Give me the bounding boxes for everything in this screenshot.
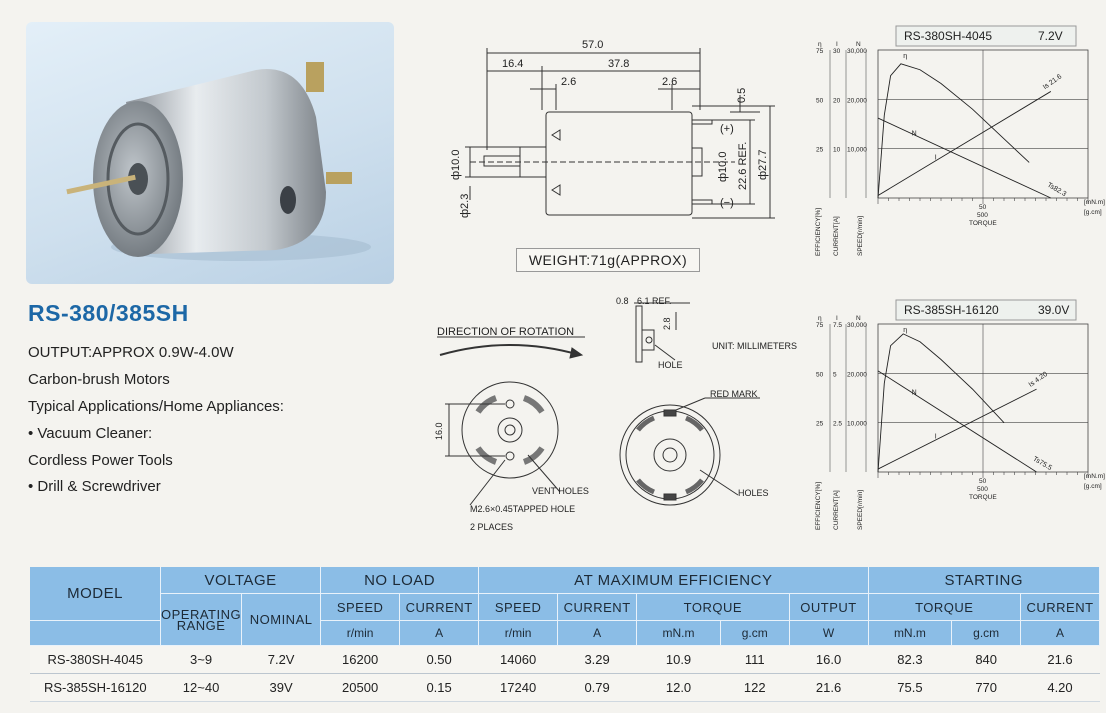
cell-start-torque-gcm: 840	[952, 646, 1021, 674]
cell-start-current: 4.20	[1021, 674, 1100, 702]
cell-nominal: 7.2V	[242, 646, 321, 674]
chart-tick-cur: 20	[833, 97, 841, 105]
th-nominal: NOMINAL	[242, 594, 321, 646]
spec-type: Carbon-brush Motors	[28, 371, 170, 388]
chart-xunit-gcm: [g.cm]	[1084, 483, 1102, 490]
th-model-unit-spacer	[30, 621, 161, 646]
cell-current-maxeff: 3.29	[558, 646, 637, 674]
chart-tick-speed: 20,000	[847, 97, 867, 105]
cell-speed-maxeff: 14060	[479, 646, 558, 674]
chart-ylabel: CURRENT[A]	[833, 216, 840, 256]
chart-tick-cur: 10	[833, 146, 841, 154]
dim-phi27-7: ф27.7	[757, 149, 769, 180]
chart-xunit-mnm: [mN.m]	[1084, 473, 1105, 480]
chart-xtick-mnm: 50	[979, 478, 987, 485]
cell-speed-noload: 20500	[321, 674, 400, 702]
th-unit-a-1: A	[400, 621, 479, 646]
cell-torque-gcm: 122	[720, 674, 789, 702]
chart-voltage: 39.0V	[1038, 303, 1070, 317]
chart-ylabel: CURRENT[A]	[833, 490, 840, 530]
cell-operating-range: 3~9	[161, 646, 242, 674]
unit-label: UNIT: MILLIMETERS	[712, 341, 798, 351]
chart-xlabel: TORQUE	[969, 494, 997, 501]
chart-head-cur: I	[836, 315, 838, 322]
chart-tick-eff: 50	[816, 97, 824, 105]
chart-tick-speed: 30,000	[847, 48, 867, 55]
weight-label: WEIGHT:71g(APPROX)	[516, 248, 700, 272]
spec-drill: • Drill & Screwdriver	[28, 478, 161, 495]
th-unit-a-2: A	[558, 621, 637, 646]
dim-22-6: 22.6 REF.	[737, 141, 749, 190]
cell-current-noload: 0.15	[400, 674, 479, 702]
dim-0-5: 0.5	[736, 87, 748, 103]
chart-xtick-mnm: 50	[979, 204, 987, 211]
th-torque-maxeff: TORQUE	[637, 594, 789, 621]
chart-label-speed: N	[911, 389, 917, 397]
chart-tick-speed: 20,000	[847, 371, 867, 379]
dim-2-6-a: 2.6	[561, 76, 577, 88]
tapped-hole-label: M2.6×0.45TAPPED HOLE	[470, 504, 576, 514]
spec-table	[30, 567, 1100, 702]
cell-operating-range: 12~40	[161, 674, 242, 702]
th-unit-rmin-1: r/min	[321, 621, 400, 646]
dim-phi10-left: ф10.0	[450, 149, 462, 180]
th-torque-starting: TORQUE	[868, 594, 1020, 621]
places-label: 2 PLACES	[470, 522, 514, 532]
th-unit-w: W	[789, 621, 868, 646]
cell-speed-maxeff: 17240	[479, 674, 558, 702]
chart-head-cur: I	[836, 41, 838, 48]
chart-head-speed: N	[856, 41, 861, 48]
chart-label-ts: Ts82.3	[1045, 181, 1068, 199]
red-mark-label: RED MARK	[710, 389, 758, 399]
chart-label-is: Is 4.20	[1027, 370, 1049, 389]
direction-label: DIRECTION OF ROTATION	[437, 326, 575, 338]
holes-label: HOLES	[738, 488, 769, 498]
cell-output: 16.0	[789, 646, 868, 674]
chart-label-is: Is 21.6	[1041, 73, 1064, 92]
spec-vacuum: • Vacuum Cleaner:	[28, 425, 153, 442]
chart-ylabel: EFFICIENCY[%]	[815, 207, 822, 256]
dim-16-4: 16.4	[502, 58, 524, 70]
dim-16: 16.0	[434, 422, 444, 440]
cell-nominal: 39V	[242, 674, 321, 702]
chart-label-current: I	[934, 433, 937, 441]
chart-title: RS-380SH-4045	[904, 29, 993, 43]
th-unit-gcm-1: g.cm	[720, 621, 789, 646]
table-row	[30, 674, 1100, 702]
chart-tick-eff: 25	[816, 420, 824, 428]
chart-tick-eff: 75	[816, 48, 824, 55]
chart-head-eff: η	[818, 41, 822, 48]
chart-label-eff: η	[903, 326, 908, 334]
chart-tick-cur: 2.5	[833, 420, 843, 428]
chart-tick-eff: 25	[816, 146, 824, 154]
th-model: MODEL	[30, 567, 161, 621]
cell-torque-mnm: 12.0	[637, 674, 721, 702]
chart-xunit-mnm: [mN.m]	[1084, 199, 1105, 206]
th-unit-mnm-2: mN.m	[868, 621, 952, 646]
terminal-minus: (−)	[720, 197, 734, 209]
cell-torque-mnm: 10.9	[637, 646, 721, 674]
th-output: OUTPUT	[789, 594, 868, 621]
chart-head-eff: η	[818, 315, 822, 322]
chart-title: RS-385SH-16120	[904, 303, 999, 317]
chart-xtick-gcm: 500	[977, 486, 988, 493]
th-speed-noload: SPEED	[321, 594, 400, 621]
cell-model: RS-380SH-4045	[30, 646, 161, 674]
chart-tick-eff: 50	[816, 371, 824, 379]
dim-2-6-b: 2.6	[662, 76, 678, 88]
dim-2-8: 2.8	[662, 317, 672, 330]
chart-tick-speed: 10,000	[847, 146, 867, 154]
cell-current-maxeff: 0.79	[558, 674, 637, 702]
th-current-starting: CURRENT	[1021, 594, 1100, 621]
spec-output: OUTPUT:APPROX 0.9W-4.0W	[28, 344, 234, 361]
dim-37-8: 37.8	[608, 58, 630, 70]
th-unit-rmin-2: r/min	[479, 621, 558, 646]
cell-start-torque-mnm: 75.5	[868, 674, 952, 702]
chart-tick-cur: 30	[833, 48, 841, 55]
chart-tick-eff: 75	[816, 322, 824, 329]
chart-voltage: 7.2V	[1038, 29, 1063, 43]
cell-start-torque-gcm: 770	[952, 674, 1021, 702]
th-operating-range: OPERATING RANGE	[161, 594, 242, 646]
th-unit-mnm-1: mN.m	[637, 621, 721, 646]
hole-label: HOLE	[658, 360, 683, 370]
vent-holes-label: VENT HOLES	[532, 486, 589, 496]
th-unit-a-3: A	[1021, 621, 1100, 646]
product-title: RS-380/385SH	[28, 300, 189, 326]
chart-rs380	[806, 24, 1105, 264]
chart-ylabel: SPEED[r/min]	[857, 215, 864, 256]
th-max-eff: AT MAXIMUM EFFICIENCY	[479, 567, 868, 594]
spec-power-tools: Cordless Power Tools	[28, 452, 173, 469]
chart-label-eff: η	[903, 52, 908, 60]
cell-start-current: 21.6	[1021, 646, 1100, 674]
dim-6-1: 6.1 REF.	[637, 296, 672, 306]
chart-tick-cur: 7.5	[833, 322, 843, 329]
cell-speed-noload: 16200	[321, 646, 400, 674]
cell-torque-gcm: 111	[720, 646, 789, 674]
dim-phi10-right: ф10.0	[717, 151, 729, 182]
dim-0-8: 0.8	[616, 296, 629, 306]
chart-tick-speed: 30,000	[847, 322, 867, 329]
cell-current-noload: 0.50	[400, 646, 479, 674]
chart-label-speed: N	[911, 130, 917, 138]
cell-output: 21.6	[789, 674, 868, 702]
chart-current-line	[878, 91, 1051, 195]
dim-57: 57.0	[582, 39, 604, 51]
chart-ylabel: EFFICIENCY[%]	[815, 481, 822, 530]
th-voltage: VOLTAGE	[161, 567, 321, 594]
chart-ylabel: SPEED[r/min]	[857, 489, 864, 530]
cell-start-torque-mnm: 82.3	[868, 646, 952, 674]
chart-tick-cur: 5	[833, 371, 837, 379]
chart-xtick-gcm: 500	[977, 212, 988, 219]
table-row	[30, 646, 1100, 674]
cell-model: RS-385SH-16120	[30, 674, 161, 702]
chart-xunit-gcm: [g.cm]	[1084, 209, 1102, 216]
th-current-maxeff: CURRENT	[558, 594, 637, 621]
chart-head-speed: N	[856, 315, 861, 322]
th-speed-maxeff: SPEED	[479, 594, 558, 621]
th-no-load: NO LOAD	[321, 567, 479, 594]
chart-efficiency-line	[878, 334, 1004, 472]
th-unit-gcm-2: g.cm	[952, 621, 1021, 646]
th-starting: STARTING	[868, 567, 1099, 594]
chart-label-current: I	[934, 154, 937, 162]
chart-rs385	[806, 298, 1105, 538]
spec-applications: Typical Applications/Home Appliances:	[28, 398, 284, 415]
chart-xlabel: TORQUE	[969, 220, 997, 227]
chart-tick-speed: 10,000	[847, 420, 867, 428]
terminal-plus: (+)	[720, 123, 734, 135]
th-current-noload: CURRENT	[400, 594, 479, 621]
chart-label-ts: Ts75.5	[1031, 455, 1053, 473]
dim-phi2-3: ф2.3	[459, 193, 471, 218]
